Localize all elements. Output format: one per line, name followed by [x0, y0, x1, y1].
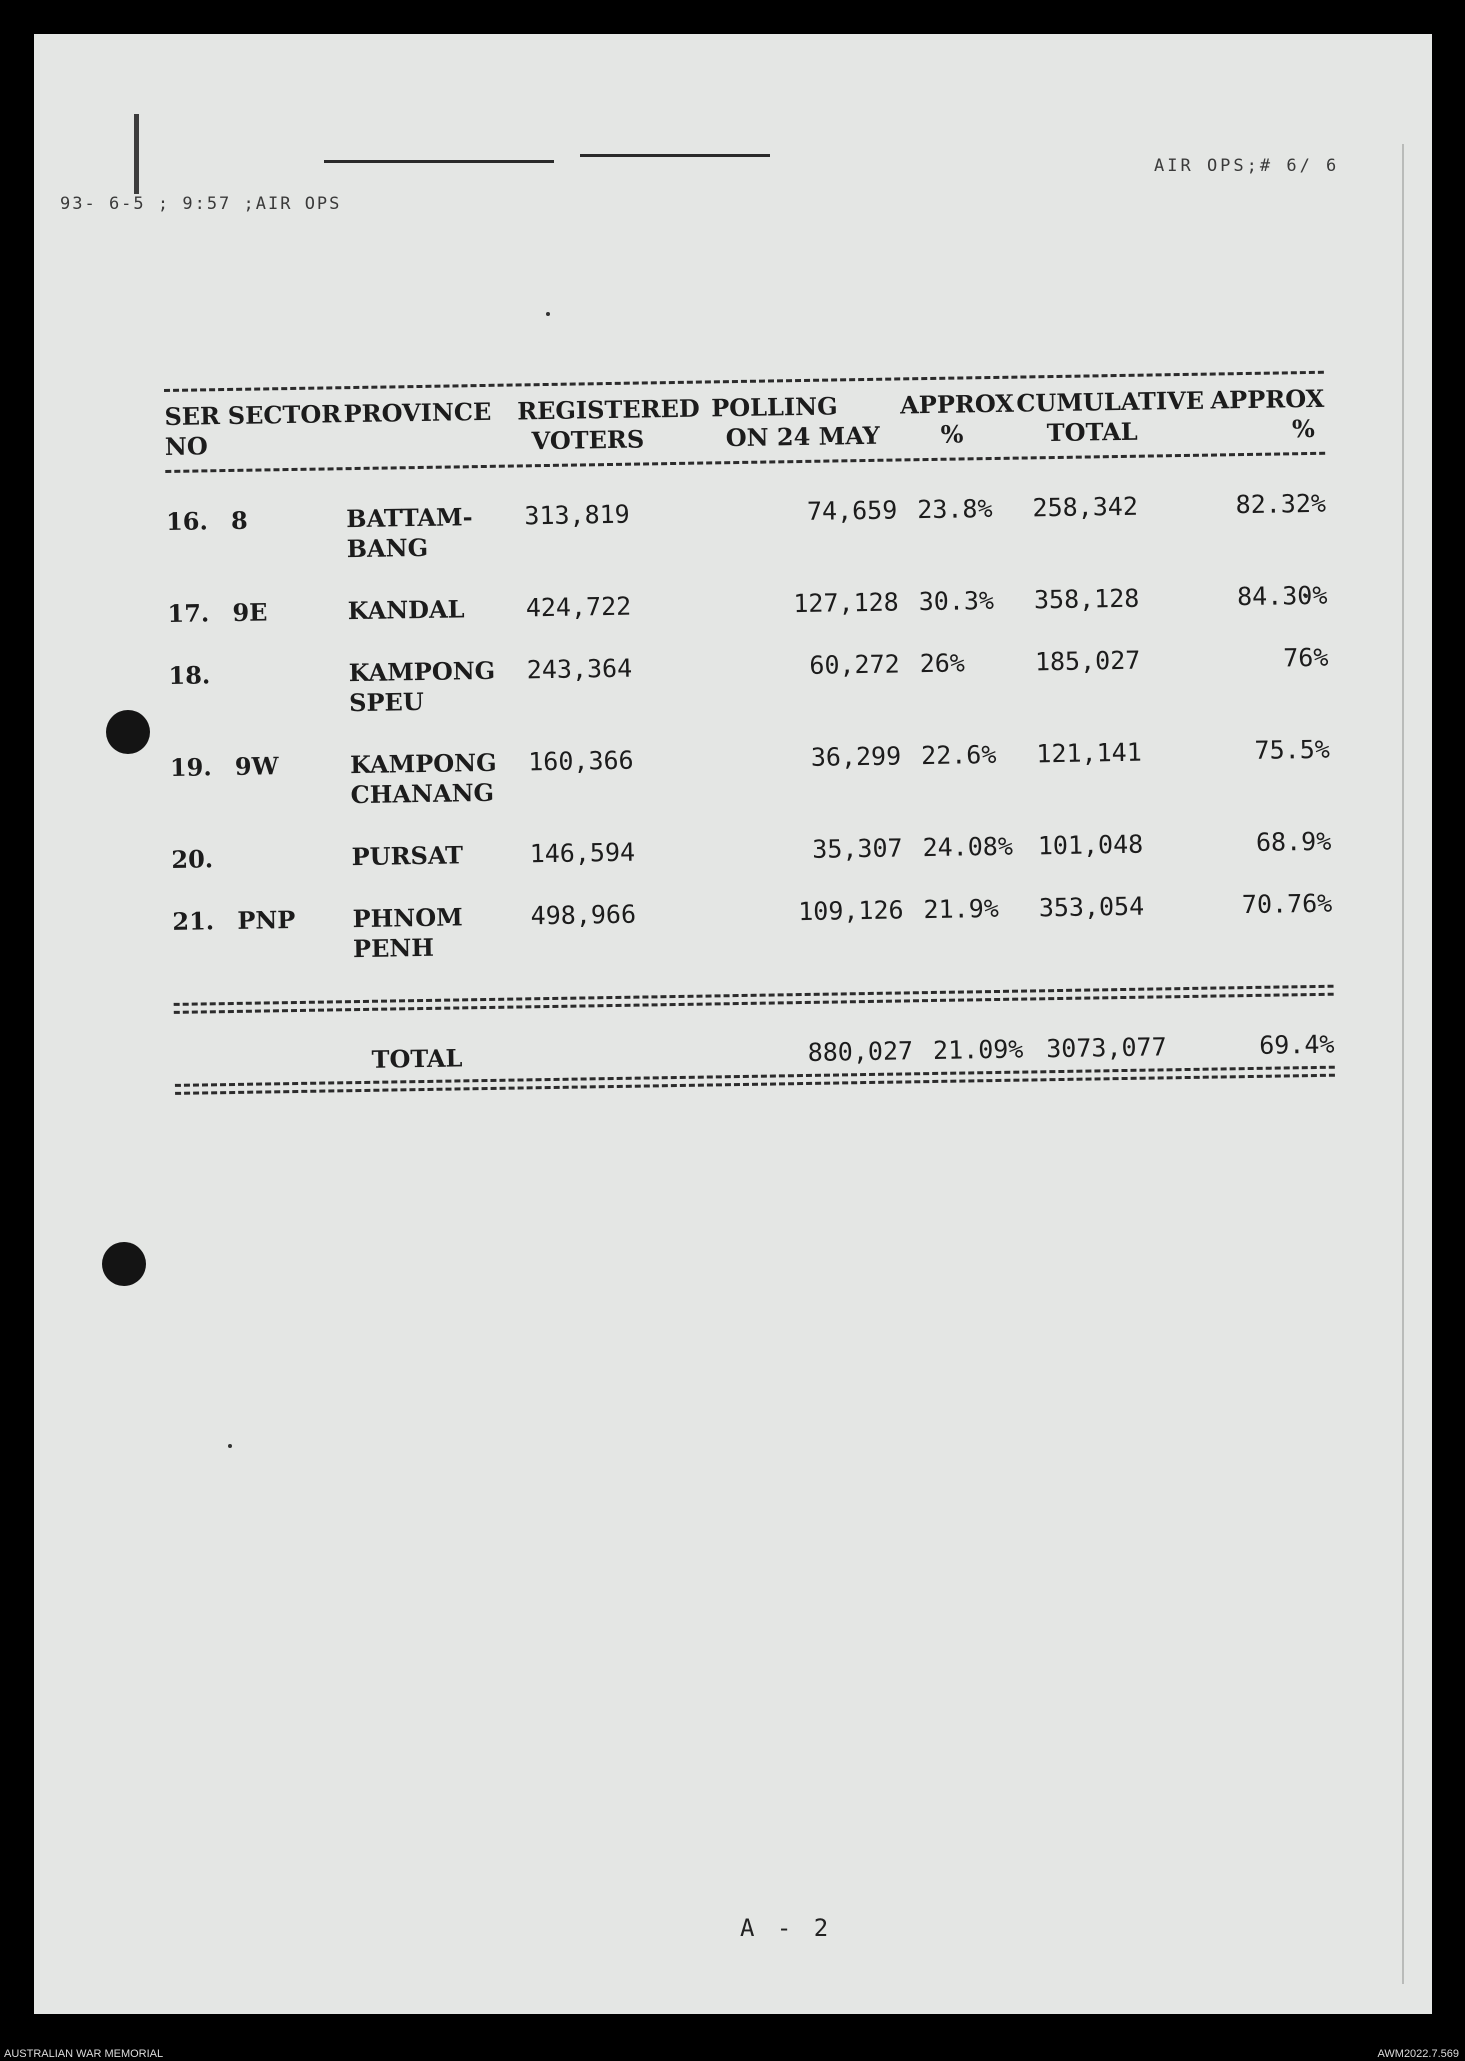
cell-approx-cumulative: 75.5%	[1254, 734, 1331, 765]
table-row	[172, 857, 1333, 967]
total-approx: 21.09%	[932, 1034, 1024, 1066]
cell-sector: PNP	[237, 905, 296, 935]
speck	[228, 1444, 232, 1448]
cell-ser: 17.	[167, 598, 210, 628]
cell-approx: 24.08%	[922, 831, 1014, 863]
cell-sector	[236, 810, 352, 874]
fax-stroke	[580, 154, 770, 157]
cell-cumulative: 185,027	[1034, 645, 1141, 677]
cell-cumulative: 101,048	[1037, 829, 1144, 861]
cell-sector: 8	[230, 505, 248, 535]
cell-ser: 16.	[165, 506, 209, 536]
cell-polling: 127,128	[793, 587, 899, 619]
cell-province: KAMPONG SPEU	[348, 655, 496, 718]
table-row	[169, 703, 1330, 813]
cell-approx-cumulative: 76%	[1282, 642, 1329, 673]
cell-registered: 146,594	[529, 837, 636, 869]
cell-registered: 243,364	[526, 653, 633, 685]
fax-header-left: 93- 6-5 ; 9:57 ;AIR OPS	[60, 194, 342, 214]
fax-header-right: AIR OPS;# 6/ 6	[1154, 156, 1340, 176]
header-approx: APPROX %	[899, 388, 1015, 449]
cell-approx-cumulative: 82.32%	[1235, 488, 1327, 520]
cell-ser: 18.	[168, 660, 211, 690]
cell-approx: 26%	[919, 648, 966, 679]
cell-province: KAMPONG CHANANG	[349, 747, 497, 810]
cell-cumulative: 358,128	[1033, 583, 1140, 615]
speck	[546, 312, 550, 316]
table-row	[165, 455, 1326, 567]
cell-polling: 35,307	[812, 833, 903, 864]
cell-approx-cumulative: 70.76%	[1241, 888, 1333, 920]
cell-cumulative: 121,141	[1036, 737, 1142, 769]
footer-reference: AWM2022.7.569	[1377, 2048, 1459, 2060]
cell-sector	[233, 626, 350, 720]
page-edge-line	[1402, 144, 1404, 1984]
fax-mark	[134, 114, 139, 194]
cell-cumulative: 258,342	[1032, 491, 1139, 523]
header-province: PROVINCE	[343, 396, 492, 429]
cell-registered: 313,819	[524, 499, 630, 531]
cell-approx: 30.3%	[918, 585, 995, 617]
cell-polling: 60,272	[809, 649, 900, 680]
header-registered: REGISTERED VOTERS	[516, 393, 700, 456]
cell-province: BATTAM- BANG	[346, 502, 473, 564]
header-sector: SECTOR	[227, 399, 342, 431]
total-polling: 880,027	[807, 1036, 914, 1067]
page-number: A - 2	[740, 1914, 833, 1942]
cell-province: KANDAL	[347, 594, 465, 626]
cell-approx: 21.9%	[923, 893, 1000, 925]
cell-approx-cumulative: 84.30%	[1236, 580, 1328, 612]
cell-ser: 20.	[171, 844, 214, 874]
cell-registered: 160,366	[528, 745, 634, 777]
cell-polling: 74,659	[806, 495, 898, 526]
punch-hole	[102, 1242, 146, 1286]
cell-polling: 109,126	[797, 895, 904, 927]
table-row	[168, 611, 1329, 721]
total-cumulative: 3073,077	[1046, 1032, 1167, 1064]
cell-ser: 21.	[172, 906, 215, 936]
cell-sector: 9E	[232, 597, 268, 627]
cell-ser: 19.	[169, 752, 212, 782]
fax-stroke	[324, 160, 554, 163]
cell-sector: 9W	[234, 751, 279, 781]
header-polling: POLLING ON 24 MAY	[710, 391, 880, 453]
header-approx-cumulative: APPROX %	[1210, 383, 1325, 444]
cell-province: PHNOM PENH	[352, 902, 463, 964]
document-page	[34, 34, 1432, 2014]
election-table	[164, 371, 1335, 1095]
header-ser: SER NO	[164, 401, 221, 461]
cell-registered: 498,966	[530, 899, 637, 931]
cell-province: PURSAT	[351, 840, 464, 872]
punch-hole	[106, 710, 150, 754]
footer-institution: AUSTRALIAN WAR MEMORIAL	[4, 2048, 164, 2060]
cell-registered: 424,722	[525, 591, 632, 623]
cell-cumulative: 353,054	[1038, 891, 1145, 923]
cell-approx: 23.8%	[917, 494, 993, 525]
total-label: TOTAL	[371, 1043, 463, 1074]
total-approx-cumulative: 69.4%	[1258, 1029, 1335, 1060]
header-cumulative: CUMULATIVE TOTAL	[1016, 385, 1205, 448]
cell-polling: 36,299	[810, 741, 902, 772]
cell-approx: 22.6%	[920, 739, 997, 771]
cell-approx-cumulative: 68.9%	[1255, 826, 1332, 857]
